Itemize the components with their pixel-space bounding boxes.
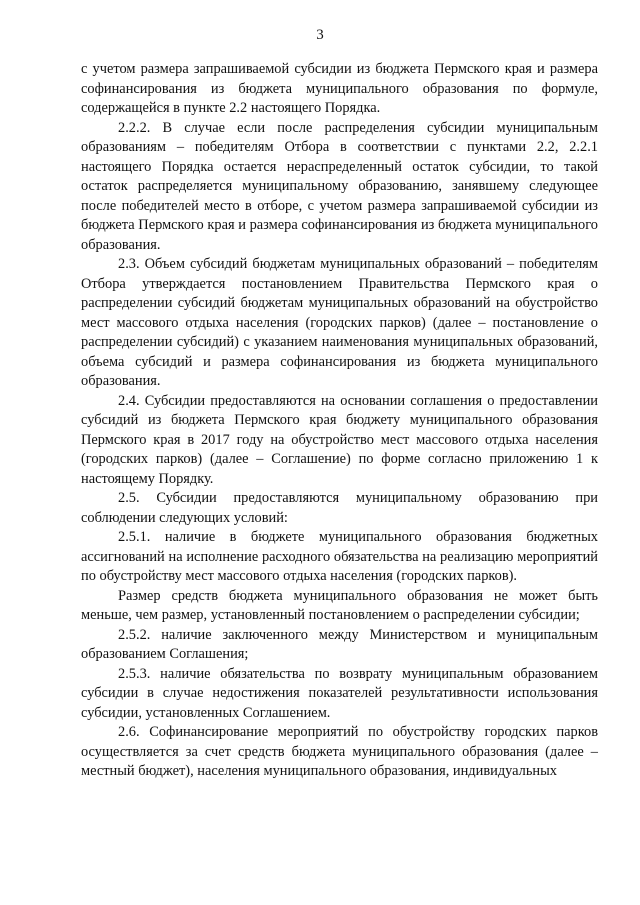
paragraph-2-5-1: 2.5.1. наличие в бюджете муниципального образования бюджетных ассигнований на исполнение расходного обязательства на реализацию мероприятий по обустройству мест массового отдыха населения (городских парков). [81, 529, 598, 584]
paragraph-co-financing-size: Размер средств бюджета муниципального образования не может быть меньше, чем размер, установленный постановлением о распределении субсидии; [81, 587, 598, 623]
paragraph-2-4: 2.4. Субсидии предоставляются на основании соглашения о предоставлении субсидий из бюджета Пермского края бюджету муниципального образования Пермского края в 2017 году на обустройство мест массового отдыха населения (городских парков) (далее – Соглашение) по форме согласно приложению 1 к настоящему Порядку. [81, 392, 598, 487]
document-body [81, 60, 598, 782]
paragraph-2-5: 2.5. Субсидии предоставляются муниципальному образованию при соблюдении следующих условий: [81, 490, 598, 526]
paragraph-2-5-3: 2.5.3. наличие обязательства по возврату муниципальным образованием субсидии в случае недостижения показателей результативности использования субсидии, установленных Соглашением. [81, 665, 598, 721]
page-number: 3 [316, 27, 324, 43]
paragraph-2-2-2: 2.2.2. В случае если после распределения субсидии муниципальным образованиям – победителям Отбора в соответствии с пунктами 2.2, 2.2.1 настоящего Порядка остается нераспределенный остаток субсидии, то такой остаток распределяется муниципальному образованию, занявшему следующее после победителей место в отборе, с учетом размера запрашиваемой субсидии из бюджета Пермского края и размера софинансирования из бюджета муниципального образования. [81, 119, 598, 253]
paragraph-2-3: 2.3. Объем субсидий бюджетам муниципальных образований – победителям Отбора утверждается постановлением Правительства Пермского края о распределении субсидий бюджетам муниципальных образований на обустройство мест массового отдыха населения (городских парков) (далее – постановление о распределении субсидий) с указанием наименования муниципальных образований, объема субсидий и размера софинансирования из бюджета муниципального образования. [81, 256, 598, 389]
paragraph-2-5-2: 2.5.2. наличие заключенного между Министерством и муниципальным образованием Соглашения; [81, 626, 598, 662]
paragraph-2-6: 2.6. Софинансирование мероприятий по обустройству городских парков осуществляется за счет средств бюджета муниципального образования (далее – местный бюджет), населения муниципального образования, индивидуальных [81, 724, 598, 779]
paragraph-continuation: с учетом размера запрашиваемой субсидии из бюджета Пермского края и размера софинансирования из бюджета муниципального образования по формуле, содержащейся в пункте 2.2 настоящего Порядка. [81, 61, 598, 116]
